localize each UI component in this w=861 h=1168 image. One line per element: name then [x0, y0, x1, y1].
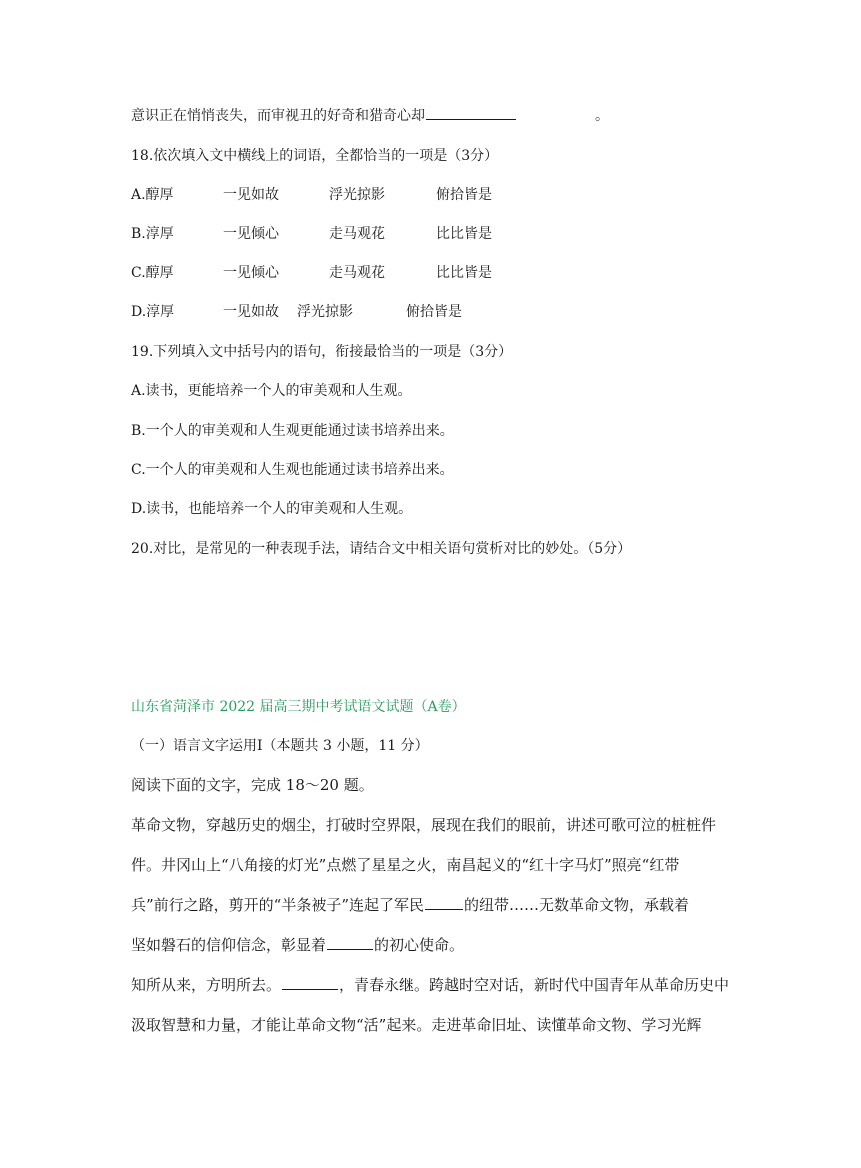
q18-option-c: C.醇厚 一见倾心 走马观花 比比皆是 — [131, 265, 492, 281]
question-19-title: 19.下列填入文中括号内的语句，衔接最恰当的一项是（3分） — [131, 344, 513, 360]
passage-line: 坚如磐石的信仰信念，彰显着 的初心使命。 — [131, 936, 465, 954]
q19-option-c: C.一个人的审美观和人生观也能通过读书培养出来。 — [131, 462, 454, 478]
text-line: 意识正在悄悄丧失，而审视丑的好奇和猎奇心却 。 — [131, 105, 609, 126]
passage-line: 革命文物，穿越历史的烟尘，打破时空界限，展现在我们的眼前，讲述可歌可泣的桩桩件 — [131, 816, 717, 834]
passage-line: 兵”前行之路，剪开的“半条被子”连起了军民 的纽带……无数革命文物，承载着 — [131, 896, 690, 914]
source-heading: 山东省菏泽市 2022 届高三期中考试语文试题（A卷） — [131, 699, 466, 715]
passage-line: 知所从来，方明所去。 ，青春永继。跨越时空对话，新时代中国青年从革命历史中 — [131, 976, 730, 994]
section-subheading: （一）语言文字运用Ⅰ（本题共 3 小题，11 分） — [131, 738, 429, 754]
q19-option-d: D.读书，也能培养一个人的审美观和人生观。 — [131, 501, 413, 517]
q18-option-d: D.淳厚 一见如故 浮光掠影 俯拾皆是 — [131, 304, 462, 320]
question-18-title: 18.依次填入文中横线上的词语，全都恰当的一项是（3分） — [131, 148, 499, 164]
fill-blank — [327, 935, 373, 950]
q18-option-b: B.淳厚 一见倾心 走马观花 比比皆是 — [131, 226, 492, 242]
passage-line: 件。井冈山上“八角接的灯光”点燃了星星之火，南昌起义的“红十字马灯”照亮“红带 — [131, 856, 680, 874]
q19-option-b: B.一个人的审美观和人生观更能通过读书培养出来。 — [131, 423, 454, 439]
fill-blank — [426, 105, 516, 120]
q18-option-a: A.醇厚 一见如故 浮光掠影 俯拾皆是 — [131, 187, 492, 203]
question-20-title: 20.对比，是常见的一种表现手法，请结合文中相关语句赏析对比的妙处。（5分） — [131, 541, 632, 557]
fill-blank — [425, 895, 463, 910]
fill-blank — [282, 975, 338, 990]
reading-instruction: 阅读下面的文字，完成 18～20 题。 — [131, 776, 374, 794]
q19-option-a: A.读书，更能培养一个人的审美观和人生观。 — [131, 383, 412, 399]
passage-line: 汲取智慧和力量，才能让革命文物“活”起来。走进革命旧址、读懂革命文物、学习光辉 — [131, 1016, 702, 1034]
